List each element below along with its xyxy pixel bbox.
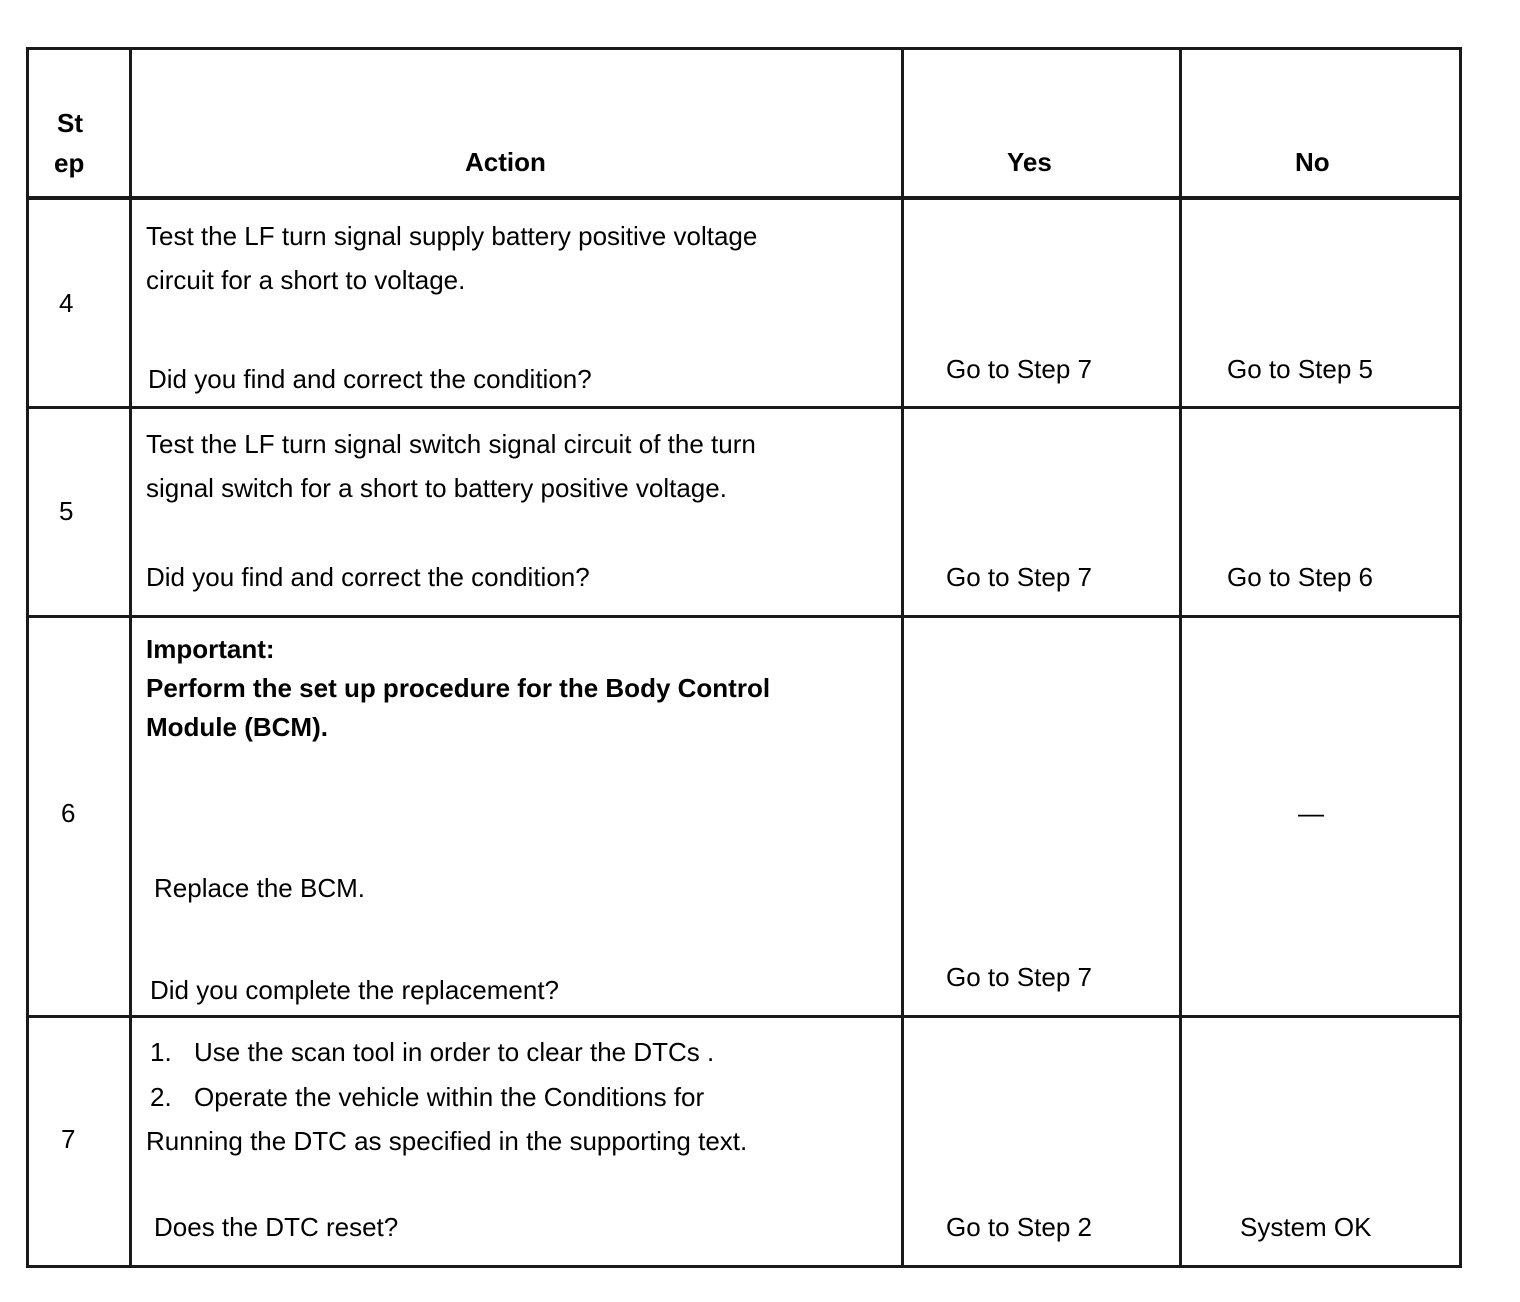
header-step-line1: St <box>57 108 83 138</box>
step-5-question: Did you find and correct the condition? <box>146 562 590 592</box>
header-no: No <box>1295 147 1330 177</box>
column-divider-yes-no <box>1179 50 1182 1265</box>
step-6-no: — <box>1298 798 1324 828</box>
step-6-important-line1: Perform the set up procedure for the Body Control <box>146 673 771 703</box>
step-7-list-num-1: 1. <box>150 1037 172 1067</box>
step-6-important-line2: Module (BCM). <box>146 712 328 742</box>
step-7-no: System OK <box>1240 1212 1372 1242</box>
step-5-action-line2: signal switch for a short to battery positive voltage. <box>146 473 727 503</box>
step-7-list-text-1: Use the scan tool in order to clear the DTCs . <box>194 1037 715 1067</box>
step-4-no: Go to Step 5 <box>1227 354 1373 384</box>
step-6-instruction: Replace the BCM. <box>154 873 365 903</box>
step-6-number: 6 <box>61 798 76 828</box>
step-5-number: 5 <box>59 496 74 526</box>
step-7-list-text-2: Operate the vehicle within the Conditions for <box>194 1082 705 1112</box>
header-step-line2: ep <box>54 148 85 178</box>
step-7-yes: Go to Step 2 <box>946 1212 1092 1242</box>
step-5-yes: Go to Step 7 <box>946 562 1092 592</box>
row-divider-6-7 <box>29 1015 1459 1018</box>
step-7-question: Does the DTC reset? <box>154 1212 399 1242</box>
column-divider-step-action <box>129 50 132 1265</box>
row-divider-5-6 <box>29 615 1459 618</box>
step-4-question: Did you find and correct the condition? <box>148 364 592 394</box>
column-divider-action-yes <box>901 50 904 1265</box>
step-7-list-num-2: 2. <box>150 1082 172 1112</box>
step-4-action-line1: Test the LF turn signal supply battery positive voltage <box>146 221 758 251</box>
header-yes: Yes <box>1007 147 1052 177</box>
step-4-yes: Go to Step 7 <box>946 354 1092 384</box>
step-4-number: 4 <box>59 288 74 318</box>
step-5-no: Go to Step 6 <box>1227 562 1373 592</box>
step-4-action-line2: circuit for a short to voltage. <box>146 265 466 295</box>
row-divider-4-5 <box>29 406 1459 409</box>
step-6-question: Did you complete the replacement? <box>150 975 560 1005</box>
step-7-number: 7 <box>61 1124 76 1154</box>
step-7-continuation: Running the DTC as specified in the supporting text. <box>146 1126 748 1156</box>
header-divider <box>29 196 1459 200</box>
header-action: Action <box>465 147 546 177</box>
step-5-action-line1: Test the LF turn signal switch signal circuit of the turn <box>146 429 756 459</box>
step-6-yes: Go to Step 7 <box>946 962 1092 992</box>
step-6-important-label: Important: <box>146 634 275 664</box>
